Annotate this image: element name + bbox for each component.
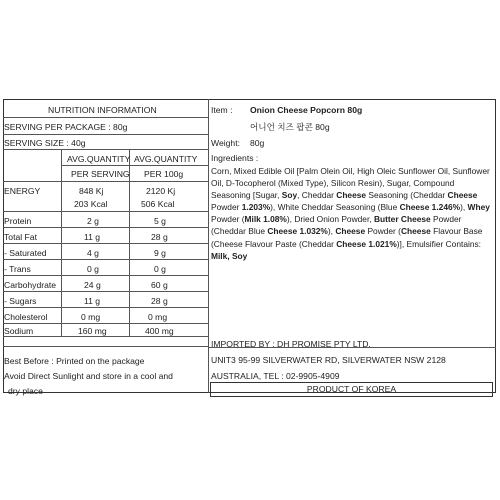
allergen-text: 1.203% [241,202,271,213]
rule [3,227,208,228]
nutrition-title: NUTRITION INFORMATION [48,105,157,115]
nutrient-per100: 9 g [154,248,166,258]
rule [3,243,208,244]
allergen-text: Butter Cheese [373,214,431,225]
storage-line-2: dry place [8,386,43,396]
nutrient-serving: 24 g [84,280,101,290]
allergen-text: Cheese 1.032% [267,226,328,237]
ingredient-text: ), White Cheddar Seasoning (Blue [270,202,400,213]
nutrient-name: ENERGY [4,186,41,196]
nutrient-name: Total Fat [4,232,37,242]
weight-value: 80g [250,138,265,148]
center-divider [208,99,209,393]
ingredient-text: Powder [211,202,242,213]
col1-header-top: AVG.QUANTITY [67,154,131,164]
col2-header-top: AVG.QUANTITY [134,154,198,164]
allergen-text: Cheese 1.021% [336,238,397,249]
rule [3,323,208,324]
importer-line-1: IMPORTED BY : DH PROMISE PTY LTD. [211,339,371,349]
nutrient-serving: 2 g [87,216,99,226]
col1-header-bottom: PER SERVING [71,169,130,179]
allergen-text: Soy [281,190,298,201]
nutrient-name: - Trans [4,264,31,274]
ingredient-text: ), [460,202,468,213]
rule [3,259,208,260]
serving-size: SERVING SIZE : 40g [4,138,86,148]
rule [3,291,208,292]
ingredient-text: )], Emulsifier Contains: [396,238,482,249]
ingredient-text: Powder ( [365,226,401,237]
ingredients-text [211,165,491,262]
weight-label: Weight: [211,138,240,148]
ingredient-text: Seasoning (Cheddar [366,190,448,201]
allergen-text: Whey [467,202,490,213]
nutrient-serving: 0 mg [81,312,101,322]
item-name: Onion Cheese Popcorn 80g [250,105,363,115]
allergen-text: Milk 1.08% [244,214,287,225]
rule [3,149,208,150]
importer-line-2: UNIT3 95-99 SILVERWATER RD, SILVERWATER NSW 2128 [211,355,446,365]
col2-header-bottom: PER 100g [144,169,184,179]
rule [61,165,208,166]
allergen-text: Cheese [400,226,431,237]
ingredient-text: ), Dried Onion Powder, [286,214,374,225]
nutrient-per100: 60 g [151,280,168,290]
ingredient-text: , Cheddar [297,190,337,201]
nutrient-per100: 28 g [151,296,168,306]
nutrient-serving: 4 g [87,248,99,258]
nutrient-serving: 11 g [84,296,101,306]
rule [3,336,208,337]
left-bottom-divider [3,346,208,347]
nutrient-serving: 160 mg [78,326,107,336]
nutrient-name: - Saturated [4,248,47,258]
nutrient-per100: 0 g [154,264,166,274]
nutrient-serving: 0 g [87,264,99,274]
nutrient-serving: 848 Kj [79,186,104,196]
nutrient-name: - Sugars [4,296,37,306]
nutrient-per100: 0 mg [148,312,168,322]
storage-line-1: Avoid Direct Sunlight and store in a cool and [4,371,173,381]
nutrient-per100: 28 g [151,232,168,242]
ingredient-text: Corn, Mixed Edible Oil [Palm Olein Oil, High Oleic Sunflower Oil, Sunflower Oil, D-Tocopherol (Mixed Type), Silicon Resin), Sugar, Compound Seasoning [Sugar, [211,166,490,201]
nutrient-name: Cholesterol [4,312,48,322]
nutrient-name: Carbohydrate [4,280,57,290]
allergen-text: Cheese 1.246% [399,202,461,213]
nutrient-per100: 400 mg [145,326,174,336]
importer-line-3: AUSTRALIA, TEL : 02-9905-4909 [211,371,340,381]
allergen-text: Cheese [447,190,478,201]
nutrient-per100: 5 g [154,216,166,226]
nutrient-serving: 203 Kcal [74,199,108,209]
best-before: Best Before : Printed on the package [4,356,145,366]
nutrient-per100: 506 Kcal [141,199,175,209]
nutrient-serving: 11 g [84,232,101,242]
serving-per-package: SERVING PER PACKAGE : 80g [4,122,128,132]
ingredient-text: Powder ( [211,214,245,225]
ingredient-text: Flavour Base (Cheese Flavour Paste (Cheddar [211,226,483,249]
allergen-text: Cheese [336,190,367,201]
nutrient-name: Sodium [4,326,34,336]
korean-name: 어니언 치즈 팝콘 80g [250,122,330,132]
ingredients-label: Ingredients : [211,153,259,163]
nutrient-name: Protein [4,216,32,226]
item-label: Item : [211,105,233,115]
nutrient-per100: 2120 Kj [146,186,176,196]
ingredient-text: ), [327,226,336,237]
rule [3,134,208,135]
rule [3,211,208,212]
rule [3,307,208,308]
origin-box: PRODUCT OF KOREA [210,382,493,397]
allergen-text: Cheese [335,226,366,237]
allergen-text: Milk, Soy [211,250,248,261]
ingredient-text: Powder (Cheddar Blue [211,214,462,237]
rule [3,275,208,276]
rule [3,181,208,182]
rule [3,117,208,118]
